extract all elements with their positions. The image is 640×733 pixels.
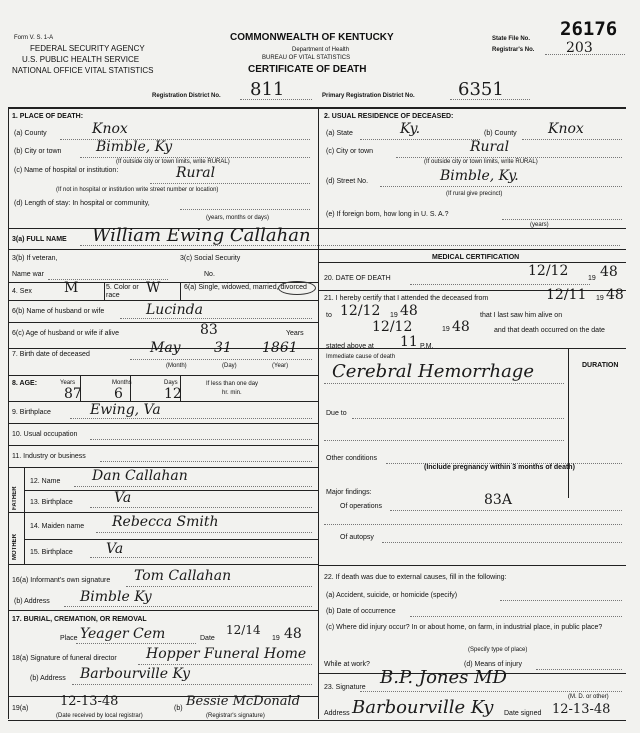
occurrence-label: (b) Date of occurrence <box>326 608 396 615</box>
death-county: Knox <box>92 121 128 137</box>
registrar-caption: (Registrar's signature) <box>206 713 265 719</box>
age-days-label: Days <box>164 380 178 386</box>
stated-label: stated above at <box>326 343 374 350</box>
birthplace-label: 9. Birthplace <box>12 409 51 416</box>
ssn-no-label: No. <box>204 271 215 278</box>
res-county: Knox <box>548 121 584 137</box>
spouse-label: 6(b) Name of husband or wife <box>12 308 105 315</box>
informant-sig-label: 16(a) Informant's own signature <box>12 577 111 584</box>
registration-district-number: 811 <box>250 79 285 100</box>
father-name: Dan Callahan <box>92 468 188 484</box>
primary-district-number: 6351 <box>458 79 504 100</box>
age-years-label: Years <box>60 380 76 386</box>
attended-to-year: 48 <box>400 303 418 319</box>
birthplace: Ewing, Va <box>90 402 161 418</box>
informant-address-label: (b) Address <box>14 598 50 605</box>
spouse-age-label: 6(c) Age of husband or wife if alive <box>12 330 120 337</box>
certify-text: 21. I hereby certify that I attended the deceased from <box>324 295 489 302</box>
res-county-label: (b) County <box>484 130 517 137</box>
spouse-age-years: Years <box>286 330 304 337</box>
signature-label: 23. Signature <box>324 684 366 691</box>
major-findings-label: Major findings: <box>326 489 372 496</box>
color-label: 5. Color or race <box>106 284 139 299</box>
death-year-prefix: 19 <box>588 275 596 282</box>
res-street: Bimble, Ky. <box>440 168 519 184</box>
place-of-death-label: 1. PLACE OF DEATH: <box>12 113 84 120</box>
sex-value: M <box>64 280 79 296</box>
registration-district-label: Registration District No. <box>152 93 221 99</box>
certificate-title: CERTIFICATE OF DEATH <box>248 64 367 75</box>
birth-date-label: 7. Birth date of deceased <box>12 351 90 358</box>
full-name-label: 3(a) FULL NAME <box>12 236 67 243</box>
primary-district-label: Primary Registration District No. <box>322 93 415 99</box>
registrar-number: 203 <box>566 40 593 56</box>
birth-day-caption: (Day) <box>222 363 237 369</box>
birth-month: May <box>150 340 181 356</box>
informant-signature: Tom Callahan <box>134 568 232 584</box>
death-city-note: (If outside city or town limits, write RURAL) <box>116 159 230 165</box>
last-seen-text: that I last saw him alive on <box>480 312 563 319</box>
age-months: 6 <box>114 386 123 402</box>
foreign-born-unit: (years) <box>530 222 549 228</box>
informant-address: Bimble Ky <box>80 589 152 605</box>
operations-label: Of operations <box>340 503 383 510</box>
foreign-born-label: (e) If foreign born, how long in U. S. A.? <box>326 211 449 218</box>
spouse-name: Lucinda <box>146 302 203 318</box>
physician-address: Barbourville Ky <box>352 697 494 718</box>
mother-birthplace-label: 15. Birthplace <box>30 549 73 556</box>
hospital-note: (If not in hospital or institution write street number or location) <box>56 187 219 193</box>
other-conditions-label: Other conditions <box>326 455 377 462</box>
age-label: 8. AGE: <box>12 380 38 387</box>
hr-min-label: hr. min. <box>222 390 242 396</box>
last-seen: 12/12 <box>372 319 413 335</box>
degree-note: (M. D. or other) <box>568 694 609 700</box>
immediate-cause-label: Immediate cause of death <box>326 354 396 360</box>
occupation-label: 10. Usual occupation <box>12 431 78 438</box>
due-to-label: Due to <box>326 410 347 417</box>
res-city-note: (If outside city or town limits, write RURAL) <box>424 159 538 165</box>
to-label: to <box>326 312 332 319</box>
father-name-label: 12. Name <box>30 478 61 485</box>
funeral-director: Hopper Funeral Home <box>146 646 307 662</box>
date-signed: 12-13-48 <box>552 702 611 717</box>
cause-of-death: Cerebral Hemorrhage <box>332 361 534 382</box>
attended-to-prefix: 19 <box>390 312 398 319</box>
autopsy-label: Of autopsy <box>340 534 374 541</box>
date-signed-label: Date signed <box>504 710 542 717</box>
birth-month-caption: (Month) <box>166 363 187 369</box>
burial-place-label: Place <box>60 635 78 642</box>
hospital-label: (c) Name of hospital or institution: <box>14 167 119 174</box>
death-year: 48 <box>600 264 618 280</box>
industry-label: 11. Industry or business <box>12 453 86 460</box>
death-city-label: (b) City or town <box>14 148 62 155</box>
spouse-age: 83 <box>200 322 218 338</box>
medical-title: MEDICAL CERTIFICATION <box>432 254 520 261</box>
last-seen-prefix: 19 <box>442 326 450 333</box>
mother-maiden-label: 14. Maiden name <box>30 523 85 530</box>
father-birthplace: Va <box>114 490 132 506</box>
state-heading: COMMONWEALTH OF KENTUCKY <box>230 32 394 43</box>
under-day-label: If less than one day <box>206 381 259 387</box>
bureau-name: BUREAU OF VITAL STATISTICS <box>262 55 351 61</box>
received-caption: (Date received by local registrar) <box>56 713 143 719</box>
res-street-note: (If rural give precinct) <box>446 191 503 197</box>
occurred-text: and that death occurred on the date <box>494 327 605 334</box>
state-file-number: 26176 <box>560 18 618 40</box>
agency-name: FEDERAL SECURITY AGENCY <box>30 44 145 53</box>
res-state-label: (a) State <box>326 130 353 137</box>
death-date-label: 20. DATE OF DEATH <box>324 275 391 282</box>
res-city-label: (c) City or town <box>326 148 374 155</box>
physician-address-label: Address <box>324 710 350 717</box>
res-city: Rural <box>470 139 510 155</box>
pregnancy-note: (Include pregnancy within 3 months of death) <box>424 464 575 471</box>
attended-from: 12/11 <box>546 287 587 303</box>
age-days: 12 <box>164 386 182 402</box>
hospital-name: Rural <box>176 165 216 181</box>
department-name: Department of Health <box>292 47 350 53</box>
stay-label: (d) Length of stay: In hospital or community, <box>14 200 150 207</box>
mother-side-label: MOTHER <box>12 534 18 560</box>
veteran-label: 3(b) If veteran, <box>12 255 58 262</box>
operations-value: 83A <box>484 492 512 508</box>
death-ampm: P.M. <box>420 343 434 350</box>
stay-unit: (years, months or days) <box>206 215 270 221</box>
burial-year: 48 <box>284 626 302 642</box>
registrar-sig-label: (b) <box>174 705 183 712</box>
married-circled <box>278 281 316 295</box>
sex-label: 4. Sex <box>12 288 32 295</box>
external-causes-label: 22. If death was due to external causes, fill in the following: <box>324 574 507 581</box>
burial-date-label: Date <box>200 635 215 642</box>
registrar-number-label: Registrar's No. <box>492 47 535 53</box>
duration-label: DURATION <box>582 362 619 369</box>
mother-maiden-name: Rebecca Smith <box>112 514 219 530</box>
attended-to: 12/12 <box>340 303 381 319</box>
service-name: U.S. PUBLIC HEALTH SERVICE <box>22 55 140 64</box>
director-address-label: (b) Address <box>30 675 66 682</box>
where-label: (c) Where did injury occur? In or about home, on farm, in industrial place, in public place? <box>326 624 603 631</box>
received-label: 19(a) <box>12 705 29 712</box>
name-war-label: Name war <box>12 271 44 278</box>
marital-label: 6(a) Single, widowed, married, divorced <box>184 284 307 291</box>
birth-year: 1861 <box>262 340 298 356</box>
last-seen-year: 48 <box>452 319 470 335</box>
funeral-director-label: 18(a) Signature of funeral director <box>12 655 117 662</box>
father-birthplace-label: 13. Birthplace <box>30 499 73 506</box>
burial-date: 12/14 <box>226 623 261 637</box>
while-at-work-label: While at work? <box>324 661 370 668</box>
res-state: Ky. <box>400 121 421 137</box>
attended-from-year: 48 <box>606 287 624 303</box>
registrar-signature: Bessie McDonald <box>186 694 301 709</box>
place-type-note: (Specify type of place) <box>468 647 528 653</box>
received-date: 12-13-48 <box>60 694 119 709</box>
mother-birthplace: Va <box>106 541 124 557</box>
burial-label: 17. BURIAL, CREMATION, OR REMOVAL <box>12 616 147 623</box>
office-name: NATIONAL OFFICE VITAL STATISTICS <box>12 66 154 75</box>
residence-label: 2. USUAL RESIDENCE OF DECEASED: <box>324 113 454 120</box>
age-years: 87 <box>64 386 82 402</box>
color-value: W <box>146 280 161 296</box>
death-county-label: (a) County <box>14 130 47 137</box>
full-name: William Ewing Callahan <box>92 225 311 246</box>
physician-signature: B.P. Jones MD <box>380 667 507 688</box>
death-date: 12/12 <box>528 263 569 279</box>
birth-year-caption: (Year) <box>272 363 289 369</box>
age-months-label: Months <box>112 380 132 386</box>
father-side-label: FATHER <box>12 486 18 510</box>
burial-year-prefix: 19 <box>272 635 280 642</box>
accident-label: (a) Accident, suicide, or homicide (specify) <box>326 592 458 599</box>
state-file-label: State File No. <box>492 36 531 42</box>
birth-day: 31 <box>214 340 232 356</box>
form-id: Form V. S. 1-A <box>14 35 54 41</box>
death-city: Bimble, Ky <box>96 139 173 155</box>
burial-place: Yeager Cem <box>80 626 166 642</box>
attended-from-prefix: 19 <box>596 295 604 302</box>
res-street-label: (d) Street No. <box>326 178 369 185</box>
means-label: (d) Means of injury <box>464 661 522 668</box>
director-address: Barbourville Ky <box>80 666 190 682</box>
death-hour: 11 <box>400 334 418 350</box>
ssn-label: 3(c) Social Security <box>180 255 241 262</box>
